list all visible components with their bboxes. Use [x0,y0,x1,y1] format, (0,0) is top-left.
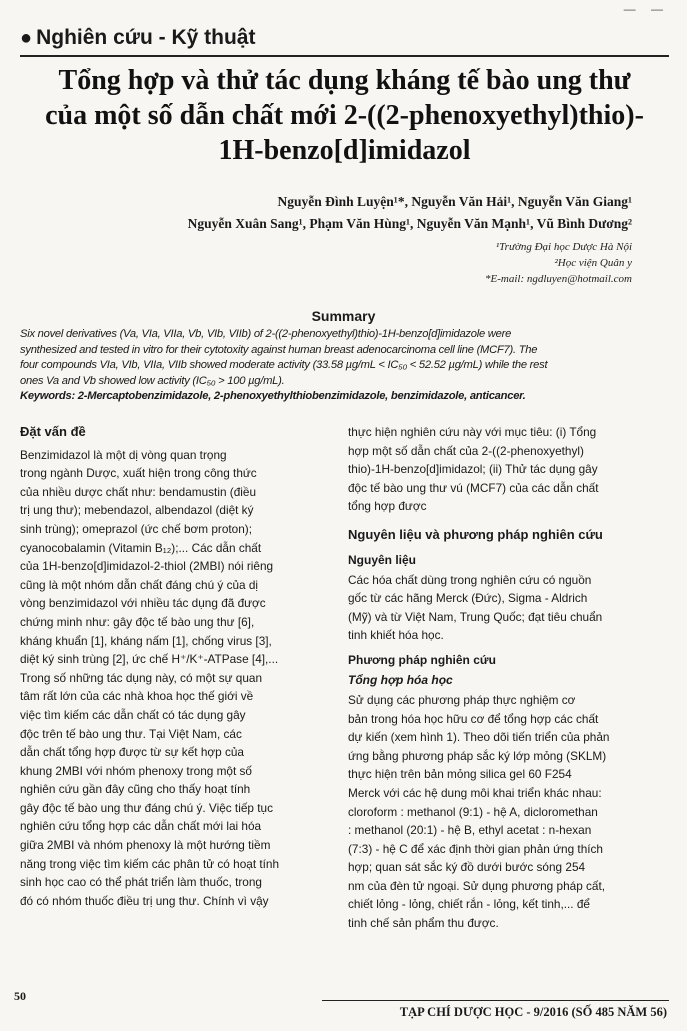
section-label-text: Nghiên cứu - Kỹ thuật [36,26,256,49]
abstract [20,327,669,405]
bullet-icon: ● [20,27,33,49]
article-title [20,63,669,168]
section-label [20,26,255,50]
body-line: (Mỹ) và từ Việt Nam, Trung Quốc; đạt tiêu chuẩn [348,609,603,624]
body-line: gốc từ các hãng Merck (Đức), Sigma - Aldrich [348,591,588,606]
body-line: thực hiện trên bản mỏng silica gel 60 F254 [348,767,572,782]
methods-subheading: Phương pháp nghiên cứu [348,652,496,667]
title-line: Tổng hợp và thử tác dụng kháng tế bào ung thư [58,65,631,96]
body-line: Các hóa chất dùng trong nghiên cứu có nguồn [348,572,592,587]
journal-name: TẠP CHÍ DƯỢC HỌC - 9/2016 (SỐ 485 NĂM 56) [399,1005,667,1019]
body-line: năng trong việc tìm kiếm các phân tử có hoạt tính [20,856,280,871]
body-line: nghiên cứu tổng hợp các dẫn chất mới lai hóa [20,819,262,834]
keywords-line: Keywords: 2-Mercaptobenzimidazole, 2-phenoxyethylthiobenzimidazole, benzimidazole, anticancer. [20,390,526,402]
authors [188,191,632,235]
body-line: nm của đèn tử ngoại. Sử dụng phương pháp cất, [348,878,606,893]
body-line: độc trên tế bào ung thư. Tại Việt Nam, các [20,726,242,741]
body-line: khung 2MBI với nhóm phenoxy trong một số [20,763,252,778]
body-line: hợp một số dẫn chất của 2-((2-phenoxyethyl) [348,443,584,458]
materials-methods-heading: Nguyên liệu và phương pháp nghiên cứu [348,526,603,542]
body-line: (7:3) - hệ C để xác định thời gian phản ứng thích [348,841,603,856]
body-line: chiết lỏng - lỏng, chiết rắn - lỏng, kết tinh,... để [348,897,590,912]
body-line: cyanocobalamin (Vitamin B₁₂);... Các dẫn chất [20,540,262,555]
body-line: đó có nhóm thuốc điều trị ung thư. Chính vì vậy [20,893,269,908]
body-line: tinh chế sản phẩm thu được. [348,916,499,931]
body-line: hợp; quan sát sắc ký đồ dưới bước sóng 254 [348,860,586,875]
footer-rule [322,1000,669,1001]
body-line: tổng hợp được [348,499,427,514]
title-line: của một số dẫn chất mới 2-((2-phenoxyethyl)thio)- [45,100,644,131]
synthesis-body [348,691,666,933]
body-line: độc tế bào ung thư vú (MCF7) của các dẫn chất [348,480,599,495]
header-rule [20,55,669,57]
body-line: Sử dụng các phương pháp thực nghiệm cơ [348,692,576,707]
body-line: kháng khuẩn [1], kháng nấm [1], chống virus [3], [20,633,272,648]
body-line: gây độc tế bào ung thư đáng chú ý. Việc tiếp tục [20,800,273,815]
right-column-intro [348,423,666,516]
body-line: thực hiện nghiên cứu này với mục tiêu: (i) Tổng [348,425,597,439]
left-column [20,423,340,910]
affiliation-line: ²Học viện Quân y [554,257,632,269]
page-number: 50 [14,989,26,1003]
materials-subheading: Nguyên liệu [348,552,417,567]
body-line: Trong số những tác dụng này, có một sự quan [20,670,263,685]
synthesis-subheading: Tổng hợp hóa học [348,672,453,687]
body-line: cloroform : methanol (9:1) - hệ A, dicloromethan [348,804,598,819]
body-line: sinh trùng); omeprazol (ức chế bơm proton); [20,521,253,536]
affiliation-email: *E-mail: ngdluyen@hotmail.com [485,273,632,285]
body-line: của nhiều dược chất như: bendamustin (điều [20,484,257,499]
body-line: việc tìm kiếm các dẫn chất có tác dụng gây [20,707,246,722]
body-line: diệt ký sinh trùng [2], ức chế H⁺/K⁺-ATPase [4],... [20,652,279,667]
body-line: vòng benzimidazol với nhiều tác dụng đã được [20,596,266,611]
body-line: dự kiến (xem hình 1). Theo dõi tiến triển của phản [348,730,610,745]
materials-body [348,571,666,645]
body-line: của 1H-benzo[d]imidazol-2-thiol (2MBI) nói riêng [20,559,274,574]
right-column [348,423,666,933]
abstract-line: ones Va and Vb showed low activity (IC₅₀ > 100 µg/mL). [20,374,285,387]
title-line: 1H-benzo[d]imidazol [218,135,471,166]
abstract-line: synthesized and tested in vitro for their cytotoxity against human breast adenocarcinoma cell line (MCF7). The [20,343,538,356]
body-line: thio)-1H-benzo[d]imidazol; (ii) Thử tác dụng gây [348,462,598,477]
body-line: tâm rất lớn của các nhà khoa học thế giới về [20,689,254,704]
body-line: dẫn chất tổng hợp được từ sự kết hợp của [20,745,244,760]
abstract-line: four compounds VIa, VIb, VIIa, VIIb showed moderate activity (33.58 µg/mL < IC₅₀ < 52.52 µg/mL) while the rest [20,359,548,371]
body-line: cũng là một nhóm dẫn chất đáng chú ý của dị [20,577,259,592]
author-line: Nguyễn Đình Luyện¹*, Nguyễn Văn Hải¹, Nguyễn Văn Giang¹ [277,194,632,209]
body-line: nghiên cứu gần đây cũng cho thấy hoạt tính [20,782,251,797]
intro-heading: Đặt vấn đề [20,424,86,439]
body-line: trị ung thư); mebendazol, albendazol (diệt ký [20,503,254,518]
body-line: bản trong hóa học hữu cơ để tổng hợp các chất [348,711,599,726]
body-line: Merck với các hệ dung môi khai triển khác nhau: [348,785,602,800]
body-line: : methanol (20:1) - hệ B, ethyl acetat : n-hexan [348,823,592,838]
body-line: chứng minh như: gây độc tế bào ung thư [6], [20,614,255,629]
body-line: tinh khiết hóa học. [348,628,444,643]
affiliation-line: ¹Trường Đại học Dược Hà Nội [495,241,632,253]
body-line: trong ngành Dược, xuất hiện trong công thức [20,466,257,481]
affiliations [485,239,632,287]
body-line: ứng bằng phương pháp sắc ký lớp mỏng (SKLM) [348,748,607,763]
left-column-body [20,446,340,911]
body-line: sinh học cao có thể phát triển làm thuốc, trong [20,875,262,890]
body-line: giữa 2MBI và nhóm phenoxy là một hướng tiềm [20,838,271,853]
body-line: Benzimidazol là một dị vòng quan trọng [20,447,227,462]
abstract-line: Six novel derivatives (Va, VIa, VIIa, Vb, VIb, VIIb) of 2-((2-phenoxyethyl)thio)-1H-benzo[d]imidazole were [20,328,512,340]
summary-heading: Summary [311,308,376,324]
corner-marks: — — [623,2,669,16]
author-line: Nguyễn Xuân Sang¹, Phạm Văn Hùng¹, Nguyễn Văn Mạnh¹, Vũ Bình Dương² [187,216,632,231]
